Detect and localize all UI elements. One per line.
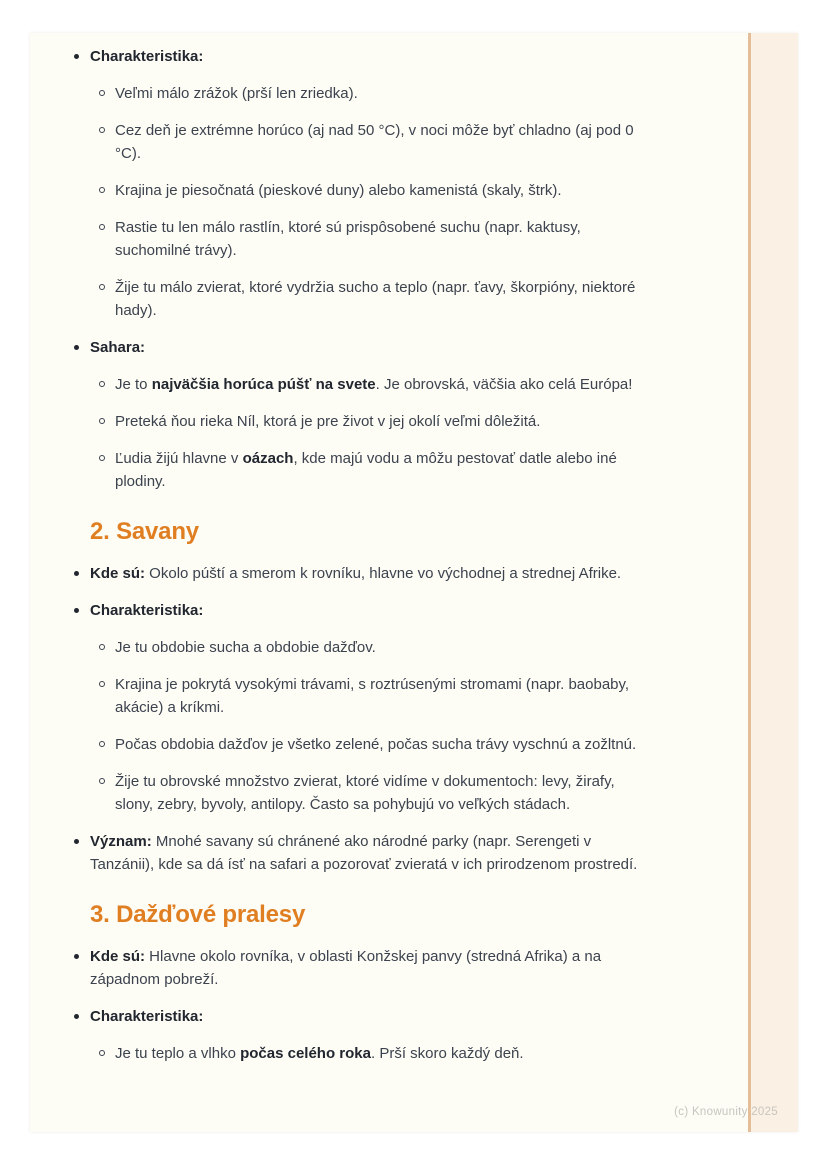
bold-text: Kde sú: [90,565,146,582]
list-marker [99,733,115,747]
bold-text: najväčšia horúca púšť na svete [151,376,376,393]
list-marker [99,447,115,461]
text: Je to [115,376,152,393]
bullet-disc-icon [74,54,79,59]
sub-list-item [115,1042,652,1065]
list-marker [99,82,115,96]
bullet-disc-icon [74,608,79,613]
text: Hlavne okolo rovníka, v oblasti Konžskej panvy (stredná Afrika) a na západnom pobreží. [90,948,602,988]
sub-bullet-list [115,373,652,493]
document-content [30,33,652,1065]
bullet-circle-icon [99,681,105,687]
text: . Prší skoro každý deň. [370,1045,524,1062]
list-item-text [115,216,652,262]
list-marker [99,1042,115,1056]
list-item [90,945,652,991]
bullet-disc-icon [74,1014,79,1019]
list-item-text [115,373,652,396]
list-marker [74,336,90,350]
section-heading: 3. Dažďové pralesy [90,901,306,928]
sub-list-item [115,216,652,262]
bold-text: Charakteristika: [90,1008,204,1025]
sub-list-item [115,119,652,165]
bullet-disc-icon [74,954,79,959]
sub-bullet-list [115,82,652,322]
text: Preteká ňou rieka Níl, ktorá je pre život v jej okolí veľmi dôležitá. [115,413,541,430]
bullet-circle-icon [99,381,105,387]
bullet-disc-icon [74,839,79,844]
sub-bullet-list [115,636,652,816]
bullet-circle-icon [99,90,105,96]
list-marker [99,179,115,193]
list-marker [99,373,115,387]
bullet-disc-icon [74,345,79,350]
list-item-text [115,82,652,105]
list-item-text [90,599,652,622]
bullet-circle-icon [99,187,105,193]
bullet-circle-icon [99,1050,105,1056]
list-item-text [115,770,652,816]
document-page [30,33,798,1132]
bold-text: Kde sú: [90,948,146,965]
section-heading: 2. Savany [90,518,199,545]
sub-list-item [115,733,652,756]
bold-text: Charakteristika: [90,602,204,619]
text: Počas obdobia dažďov je všetko zelené, počas sucha trávy vyschnú a zožltnú. [115,736,637,753]
list-item-text [90,336,652,359]
list-item-text [115,636,652,659]
list-marker [74,830,90,844]
text: Je tu obdobie sucha a obdobie dažďov. [115,639,376,656]
text: Rastie tu len málo rastlín, ktoré sú prispôsobené suchu (napr. kaktusy, suchomilné trávy). [115,219,581,259]
watermark: (c) Knowunity 2025 [674,1106,778,1118]
sub-list-item [115,636,652,659]
bullet-list [90,45,652,493]
list-item-text [115,410,652,433]
list-item [90,1005,652,1028]
bullet-list [90,562,652,876]
list-item [90,562,652,585]
text: . Je obrovská, väčšia ako celá Európa! [375,376,633,393]
list-marker [99,673,115,687]
list-marker [74,45,90,59]
text: Krajina je pokrytá vysokými trávami, s roztrúsenými stromami (napr. baobaby, akácie) a kríkmi. [115,676,630,716]
list-item-text [115,179,652,202]
list-item-text [115,276,652,322]
list-item-text [90,45,652,68]
text: Žije tu málo zvierat, ktoré vydržia sucho a teplo (napr. ťavy, škorpióny, niektoré hady). [115,279,636,319]
list-marker [99,119,115,133]
text: Žije tu obrovské množstvo zvierat, ktoré vidíme v dokumentoch: levy, žirafy, slony, zebry, byvoly, antilopy. Často sa pohybujú vo veľkých stádach. [115,773,615,813]
sub-list-item [115,410,652,433]
list-marker [99,276,115,290]
text: , kde majú vodu a môžu pestovať datle alebo iné plodiny. [115,450,617,490]
bold-text: oázach [242,450,294,467]
bullet-circle-icon [99,418,105,424]
text: Cez deň je extrémne horúco (aj nad 50 °C), v noci môže byť chladno (aj pod 0 °C). [115,122,634,162]
list-item [90,45,652,68]
sub-list-item [115,179,652,202]
sub-list-item [115,673,652,719]
text: Okolo púští a smerom k rovníku, hlavne vo východnej a strednej Afrike. [145,565,622,582]
sub-list-item [115,82,652,105]
sub-list-item [115,373,652,396]
bullet-circle-icon [99,284,105,290]
bold-text: počas celého roka [240,1045,371,1062]
list-item [90,336,652,359]
list-item [90,599,652,622]
text: Je tu teplo a vlhko [115,1045,241,1062]
page-margin-stripe [748,33,798,1132]
list-item-text [115,1042,652,1065]
list-item-text [115,119,652,165]
list-item-text [115,673,652,719]
bold-text: Sahara: [90,339,146,356]
list-item-text [115,447,652,493]
list-item-text [90,945,652,991]
list-marker [74,599,90,613]
text: Mnohé savany sú chránené ako národné parky (napr. Serengeti v Tanzánii), kde sa dá ísť na safari a pozorovať zvieratá v ich prirodzenom prostredí. [90,833,638,873]
list-marker [99,770,115,784]
text: Ľudia žijú hlavne v [115,450,243,467]
list-item-text [90,1005,652,1028]
bullet-circle-icon [99,224,105,230]
list-item-text [115,733,652,756]
sub-bullet-list [115,1042,652,1065]
bullet-circle-icon [99,127,105,133]
sub-list-item [115,447,652,493]
list-item-text [90,562,652,585]
list-item [90,830,652,876]
bold-text: Charakteristika: [90,48,204,65]
bold-text: Význam: [90,833,152,850]
bullet-list [90,945,652,1065]
bullet-circle-icon [99,778,105,784]
list-marker [99,636,115,650]
list-marker [74,562,90,576]
list-item-text [90,830,652,876]
text: Krajina je piesočnatá (pieskové duny) alebo kamenistá (skaly, štrk). [115,182,562,199]
bullet-circle-icon [99,455,105,461]
sub-list-item [115,276,652,322]
bullet-circle-icon [99,741,105,747]
list-marker [99,410,115,424]
bullet-circle-icon [99,644,105,650]
bullet-disc-icon [74,571,79,576]
list-marker [74,1005,90,1019]
list-marker [99,216,115,230]
sub-list-item [115,770,652,816]
text: Veľmi málo zrážok (prší len zriedka). [115,85,358,102]
list-marker [74,945,90,959]
